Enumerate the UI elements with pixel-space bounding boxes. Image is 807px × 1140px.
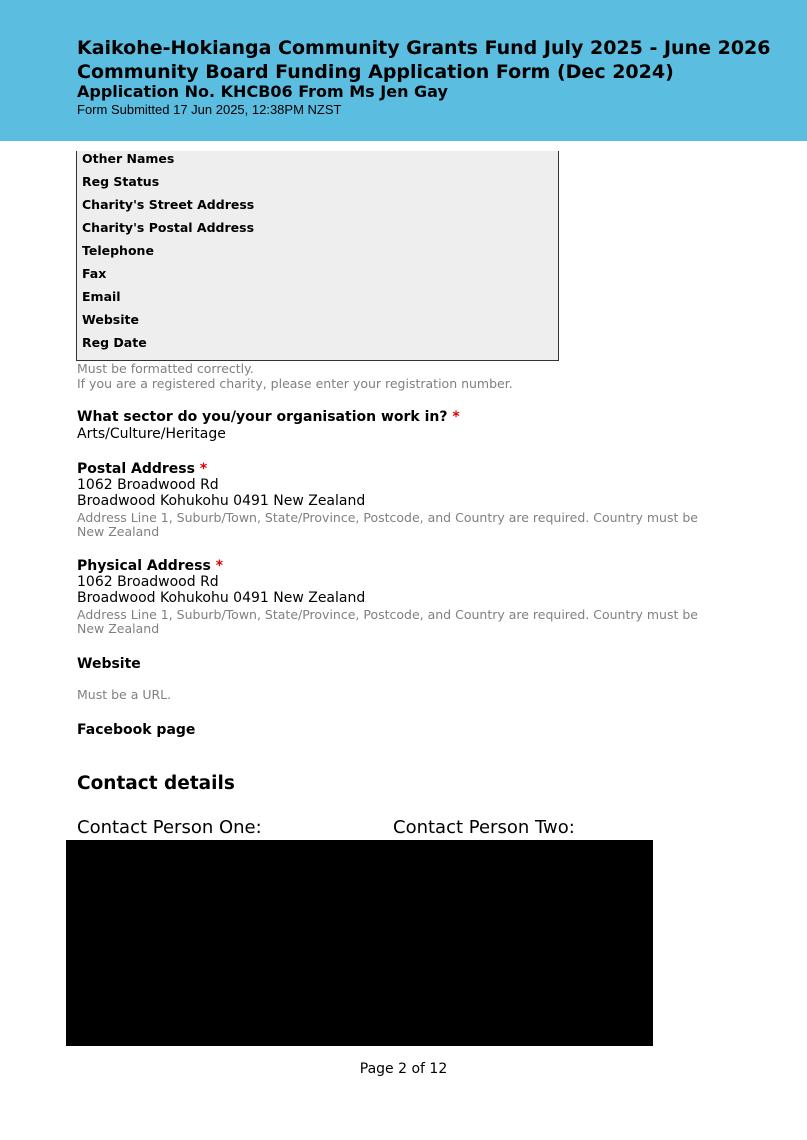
physical-address-line1: 1062 Broadwood Rd xyxy=(77,574,219,590)
required-marker: * xyxy=(452,409,460,425)
physical-address-line2: Broadwood Kohukohu 0491 New Zealand xyxy=(77,590,366,606)
fund-title: Kaikohe-Hokianga Community Grants Fund July 2025 - June 2026 xyxy=(77,37,771,59)
sector-label: What sector do you/your organisation work in? * xyxy=(77,409,460,425)
postal-address-help-country: New Zealand xyxy=(77,524,160,539)
website-label: Website xyxy=(77,656,141,672)
charity-field-street-address: Charity's Street Address xyxy=(82,197,255,212)
submitted-timestamp: Form Submitted 17 Jun 2025, 12:38PM NZST xyxy=(77,102,342,117)
redacted-block xyxy=(66,840,653,1046)
postal-address-line1: 1062 Broadwood Rd xyxy=(77,477,219,493)
charity-field-fax: Fax xyxy=(82,266,107,281)
physical-address-label: Physical Address * xyxy=(77,558,224,574)
contact-person-one-heading: Contact Person One: xyxy=(77,817,262,838)
required-marker: * xyxy=(199,461,208,477)
charity-field-reg-date: Reg Date xyxy=(82,335,147,350)
postal-address-help: Address Line 1, Suburb/Town, State/Province, Postcode, and Country are required. Country must be xyxy=(77,510,698,525)
charity-help-registration: If you are a registered charity, please enter your registration number. xyxy=(77,376,513,391)
charity-field-postal-address: Charity's Postal Address xyxy=(82,220,255,235)
postal-address-line2: Broadwood Kohukohu 0491 New Zealand xyxy=(77,493,366,509)
charity-field-website: Website xyxy=(82,312,139,327)
contact-details-heading: Contact details xyxy=(77,773,235,794)
application-number: Application No. KHCB06 From Ms Jen Gay xyxy=(77,82,448,101)
charity-field-telephone: Telephone xyxy=(82,243,154,258)
charity-field-email: Email xyxy=(82,289,121,304)
page-number: Page 2 of 12 xyxy=(359,1061,448,1077)
charity-help-format: Must be formatted correctly. xyxy=(77,361,254,376)
required-marker: * xyxy=(215,558,224,574)
contact-person-two-heading: Contact Person Two: xyxy=(393,817,575,838)
sector-value: Arts/Culture/Heritage xyxy=(77,426,226,442)
physical-address-help: Address Line 1, Suburb/Town, State/Province, Postcode, and Country are required. Country must be xyxy=(77,607,698,622)
form-title: Community Board Funding Application Form (Dec 2024) xyxy=(77,61,674,83)
charity-field-other-names: Other Names xyxy=(82,151,175,166)
facebook-label: Facebook page xyxy=(77,722,196,738)
physical-address-help-country: New Zealand xyxy=(77,621,160,636)
charity-details-box xyxy=(76,151,559,361)
website-help: Must be a URL. xyxy=(77,687,172,702)
page-header xyxy=(0,0,807,141)
charity-field-reg-status: Reg Status xyxy=(82,174,160,189)
postal-address-label: Postal Address * xyxy=(77,461,208,477)
